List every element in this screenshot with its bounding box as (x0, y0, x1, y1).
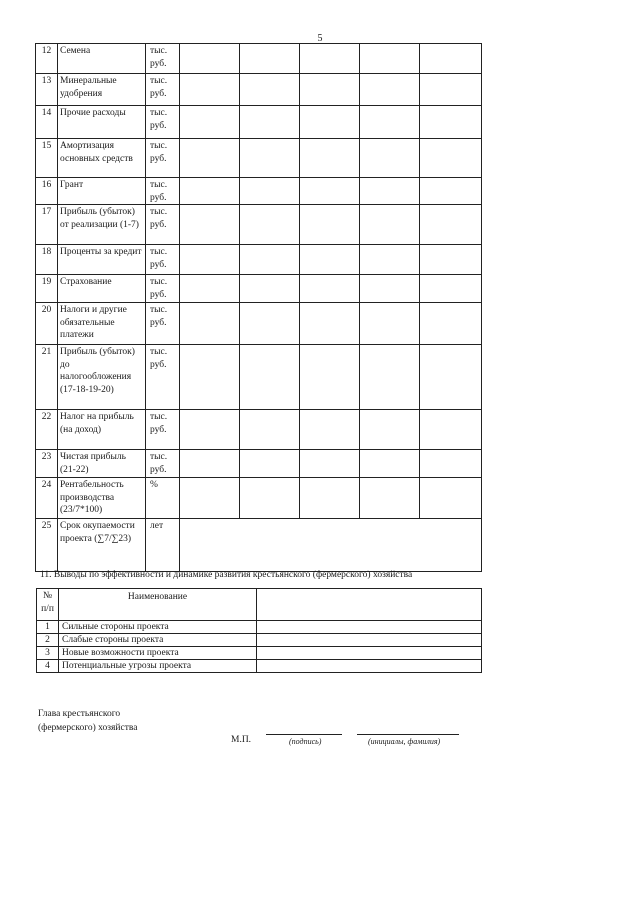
table-row (36, 205, 482, 245)
value-cell (180, 275, 240, 303)
row-label: Прибыль (убыток) до налогообложения (17-18-19-20) (58, 345, 146, 410)
row-unit: тыс. руб. (146, 450, 180, 478)
value-cell (360, 44, 420, 74)
value-cell (240, 178, 300, 205)
conclusions-row (37, 621, 482, 634)
table-row (36, 410, 482, 450)
row-number: 18 (36, 245, 58, 275)
value-cell (300, 139, 360, 178)
conclusions-row-label: Новые возможности проекта (59, 647, 257, 660)
row-label: Амортизация основных средств (58, 139, 146, 178)
row-number: 21 (36, 345, 58, 410)
value-cell (240, 245, 300, 275)
header-num-abbrev: п/п (41, 604, 54, 614)
value-cell (300, 74, 360, 106)
value-cell (300, 450, 360, 478)
value-cell (360, 245, 420, 275)
table-row (36, 44, 482, 74)
value-cell (360, 450, 420, 478)
signature-title-line1: Глава крестьянского (38, 709, 121, 719)
value-cell (300, 178, 360, 205)
conclusions-row-number: 1 (37, 621, 59, 634)
table-row (36, 74, 482, 106)
value-cell (420, 345, 482, 410)
value-cell (420, 303, 482, 345)
value-cell (360, 178, 420, 205)
row-label: Срок окупаемости проекта (∑7/∑23) (58, 519, 146, 572)
conclusions-section-title: 11. Выводы по эффективности и динамике развития крестьянского (фермерского) хозяйства (40, 570, 413, 580)
row-number: 13 (36, 74, 58, 106)
signature-line (266, 734, 342, 735)
value-cell (420, 275, 482, 303)
row-number: 17 (36, 205, 58, 245)
signature-title (38, 707, 137, 735)
value-cell (360, 478, 420, 519)
row-number: 14 (36, 106, 58, 139)
value-cell (300, 44, 360, 74)
table-row (36, 178, 482, 205)
row-number: 15 (36, 139, 58, 178)
row-unit: тыс. руб. (146, 410, 180, 450)
value-cell (360, 345, 420, 410)
row-number: 20 (36, 303, 58, 345)
header-blank-cell (257, 589, 482, 621)
value-cell (180, 44, 240, 74)
table-row (36, 478, 482, 519)
row-label: Семена (58, 44, 146, 74)
value-cell (240, 275, 300, 303)
conclusions-row-label: Сильные стороны проекта (59, 621, 257, 634)
value-cell (240, 139, 300, 178)
value-cell (180, 450, 240, 478)
row-label: Налоги и другие обязательные платежи (58, 303, 146, 345)
value-cell (360, 74, 420, 106)
row-unit: тыс. руб. (146, 139, 180, 178)
name-caption: (инициалы, фамилия) (368, 737, 441, 746)
row-unit: тыс. руб. (146, 245, 180, 275)
value-cell (420, 410, 482, 450)
row-unit: тыс. руб. (146, 303, 180, 345)
table-row (36, 245, 482, 275)
value-cell (420, 245, 482, 275)
row-number: 12 (36, 44, 58, 74)
table-row (36, 450, 482, 478)
row-label: Прочие расходы (58, 106, 146, 139)
row-number: 19 (36, 275, 58, 303)
value-cell (300, 245, 360, 275)
value-cell (240, 450, 300, 478)
value-cell (300, 275, 360, 303)
table-row (36, 345, 482, 410)
conclusions-row-label: Потенциальные угрозы проекта (59, 660, 257, 673)
value-cell (420, 478, 482, 519)
value-cell (240, 345, 300, 410)
conclusions-row (37, 634, 482, 647)
value-cell (420, 178, 482, 205)
conclusions-row (37, 660, 482, 673)
row-unit: лет (146, 519, 180, 572)
stamp-placeholder: М.П. (231, 735, 252, 745)
value-cell (300, 205, 360, 245)
value-cell (240, 106, 300, 139)
row-number: 25 (36, 519, 58, 572)
economic-indicators-table (35, 43, 482, 572)
header-name-cell (59, 589, 257, 621)
value-cell (240, 478, 300, 519)
value-cell (180, 205, 240, 245)
row-unit: тыс. руб. (146, 44, 180, 74)
row-number: 22 (36, 410, 58, 450)
value-cell (240, 303, 300, 345)
row-label: Прибыль (убыток) от реализации (1-7) (58, 205, 146, 245)
row-unit: тыс. руб. (146, 106, 180, 139)
value-cell (240, 44, 300, 74)
table-row (36, 275, 482, 303)
conclusions-value-cell (257, 621, 482, 634)
value-cell (240, 205, 300, 245)
value-cell (180, 139, 240, 178)
row-label: Грант (58, 178, 146, 205)
conclusions-header-row (37, 589, 482, 621)
signature-caption: (подпись) (289, 737, 322, 746)
value-cell (180, 106, 240, 139)
row-unit: тыс. руб. (146, 178, 180, 205)
value-cell (360, 275, 420, 303)
conclusions-table (36, 588, 482, 673)
value-cell (300, 303, 360, 345)
value-cell (420, 205, 482, 245)
row-label: Налог на прибыль (на доход) (58, 410, 146, 450)
value-cell (420, 106, 482, 139)
value-cell (180, 478, 240, 519)
value-cell (180, 74, 240, 106)
signature-title-line2: (фермерского) хозяйства (38, 723, 138, 733)
value-cell (180, 345, 240, 410)
row-unit: тыс. руб. (146, 275, 180, 303)
value-cell (300, 478, 360, 519)
value-cell (240, 410, 300, 450)
value-cell (420, 139, 482, 178)
value-cell (420, 44, 482, 74)
table-row (36, 519, 482, 572)
conclusions-value-cell (257, 660, 482, 673)
page-number: 5 (317, 33, 323, 44)
table-row (36, 303, 482, 345)
value-cell (420, 450, 482, 478)
row-label: Проценты за кредит (58, 245, 146, 275)
value-cell (180, 410, 240, 450)
value-cell (360, 205, 420, 245)
conclusions-row-number: 2 (37, 634, 59, 647)
row-number: 23 (36, 450, 58, 478)
value-cell (300, 410, 360, 450)
row-unit: % (146, 478, 180, 519)
conclusions-row-label: Слабые стороны проекта (59, 634, 257, 647)
row-unit: тыс. руб. (146, 205, 180, 245)
header-num-symbol: № (42, 591, 53, 601)
row-number: 16 (36, 178, 58, 205)
value-cell (360, 410, 420, 450)
conclusions-value-cell (257, 634, 482, 647)
row-number: 24 (36, 478, 58, 519)
conclusions-row (37, 647, 482, 660)
conclusions-row-number: 4 (37, 660, 59, 673)
row-label: Рентабельность производства (23/7*100) (58, 478, 146, 519)
value-cell (300, 106, 360, 139)
value-cell (180, 519, 482, 572)
row-label: Чистая прибыль (21-22) (58, 450, 146, 478)
value-cell (360, 303, 420, 345)
value-cell (360, 106, 420, 139)
value-cell (360, 139, 420, 178)
value-cell (180, 245, 240, 275)
value-cell (240, 74, 300, 106)
header-num-cell (37, 589, 59, 621)
value-cell (300, 345, 360, 410)
row-unit: тыс. руб. (146, 345, 180, 410)
conclusions-value-cell (257, 647, 482, 660)
header-name-label: Наименование (127, 592, 188, 602)
value-cell (180, 178, 240, 205)
row-label: Страхование (58, 275, 146, 303)
value-cell (180, 303, 240, 345)
table-row (36, 139, 482, 178)
table-row (36, 106, 482, 139)
conclusions-row-number: 3 (37, 647, 59, 660)
name-line (357, 734, 459, 735)
row-label: Минеральные удобрения (58, 74, 146, 106)
row-unit: тыс. руб. (146, 74, 180, 106)
value-cell (420, 74, 482, 106)
